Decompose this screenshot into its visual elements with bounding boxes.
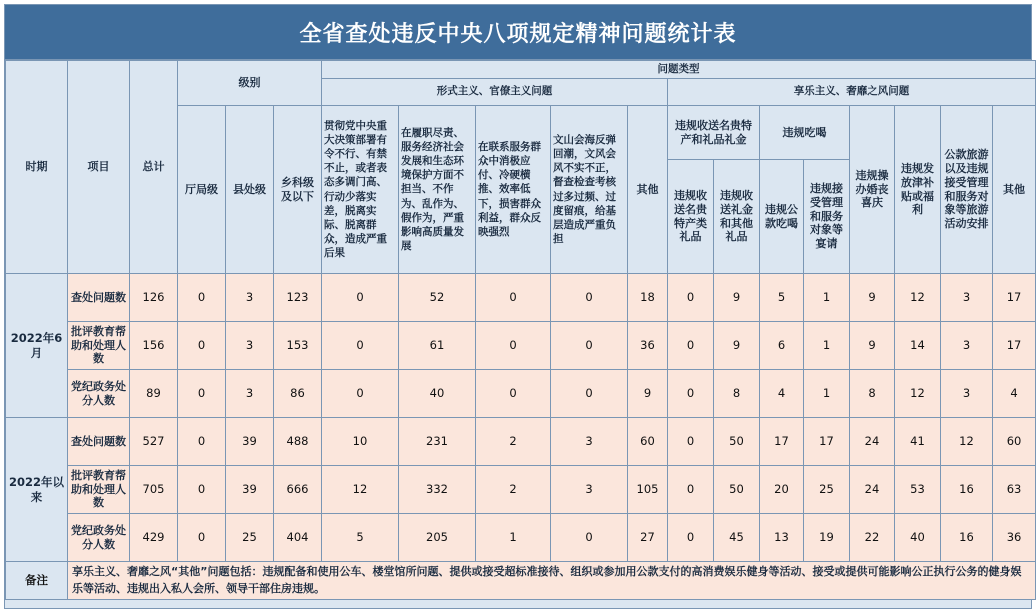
cell: 17: [993, 322, 1036, 370]
header-eat-public: 违规公款吃喝: [760, 160, 804, 274]
row-label: 批评教育帮助和处理人数: [68, 322, 130, 370]
cell: 0: [178, 274, 226, 322]
cell: 12: [941, 418, 993, 466]
cell: 1: [804, 370, 850, 418]
header-subsidy: 违规发放津补贴或福利: [895, 106, 941, 274]
note-text: 享乐主义、奢靡之风“其他”问题包括：违规配备和使用公车、楼堂馆所问题、提供或接受超标准接待、组织或参加用公款支付的高消费娱乐健身等活动、接受或提供可能影响公正执行公务的健身娱乐等活动、违规出入私人会所、领导干部住房违规。: [68, 562, 1036, 600]
cell: 86: [274, 370, 322, 418]
cell: 205: [399, 514, 476, 562]
cell: 52: [399, 274, 476, 322]
header-travel: 公款旅游以及违规接受管理和服务对象等旅游活动安排: [941, 106, 993, 274]
cell: 24: [850, 466, 895, 514]
note-row: [6, 562, 1036, 600]
header-formalism-other: 其他: [628, 106, 668, 274]
header-formalism: 形式主义、官僚主义问题: [322, 79, 668, 106]
row-label: 批评教育帮助和处理人数: [68, 466, 130, 514]
cell: 3: [551, 466, 628, 514]
header-formalism-1: 贯彻党中央重大决策部署有令不行、有禁不止，或者表态多调门高、行动少落实差，脱离实际、脱离群众，造成严重后果: [322, 106, 399, 274]
table-row: [6, 322, 1036, 370]
cell: 5: [760, 274, 804, 322]
cell: 0: [178, 466, 226, 514]
cell: 0: [551, 514, 628, 562]
header-wedding: 违规操办婚丧喜庆: [850, 106, 895, 274]
cell: 40: [895, 514, 941, 562]
period-label: 2022年以来: [6, 418, 68, 562]
header-item: 项目: [68, 61, 130, 274]
cell: 13: [760, 514, 804, 562]
cell: 60: [628, 418, 668, 466]
table-row: [6, 418, 1036, 466]
cell: 3: [226, 322, 274, 370]
cell: 153: [274, 322, 322, 370]
cell: 705: [130, 466, 178, 514]
cell: 105: [628, 466, 668, 514]
cell: 9: [714, 322, 760, 370]
cell: 2: [476, 466, 551, 514]
cell: 5: [322, 514, 399, 562]
cell: 0: [178, 418, 226, 466]
header-level-ting: 厅局级: [178, 106, 226, 274]
cell: 429: [130, 514, 178, 562]
cell: 8: [714, 370, 760, 418]
cell: 9: [628, 370, 668, 418]
cell: 89: [130, 370, 178, 418]
cell: 4: [760, 370, 804, 418]
cell: 12: [322, 466, 399, 514]
cell: 2: [476, 418, 551, 466]
cell: 0: [476, 370, 551, 418]
header-eat-banquet: 违规接受管理和服务对象等宴请: [804, 160, 850, 274]
header-formalism-4: 文山会海反弹回潮，文风会风不实不正，督查检查考核过多过频、过度留痕，给基层造成严重负担: [551, 106, 628, 274]
cell: 0: [476, 322, 551, 370]
row-label: 查处问题数: [68, 274, 130, 322]
header-formalism-2: 在履职尽责、服务经济社会发展和生态环境保护方面不担当、不作为、乱作为、假作为，严重影响高质量发展: [399, 106, 476, 274]
cell: 36: [993, 514, 1036, 562]
header-level-xiang: 乡科级及以下: [274, 106, 322, 274]
row-label: 党纪政务处分人数: [68, 514, 130, 562]
cell: 156: [130, 322, 178, 370]
cell: 9: [714, 274, 760, 322]
table-row: [6, 514, 1036, 562]
cell: 40: [399, 370, 476, 418]
header-hedonism-other: 其他: [993, 106, 1036, 274]
cell: 0: [178, 322, 226, 370]
header-gift-cash: 违规收送礼金和其他礼品: [714, 160, 760, 274]
header-eat-group: 违规吃喝: [760, 106, 850, 160]
cell: 63: [993, 466, 1036, 514]
header-level-xian: 县处级: [226, 106, 274, 274]
header-gift-specialty: 违规收送名贵特产类礼品: [668, 160, 714, 274]
cell: 16: [941, 514, 993, 562]
cell: 17: [760, 418, 804, 466]
cell: 20: [760, 466, 804, 514]
cell: 50: [714, 418, 760, 466]
cell: 3: [941, 370, 993, 418]
table-row: [6, 274, 1036, 322]
stats-table: [5, 60, 1036, 600]
header-formalism-3: 在联系服务群众中消极应付、冷硬横推、效率低下，损害群众利益，群众反映强烈: [476, 106, 551, 274]
cell: 0: [668, 322, 714, 370]
cell: 4: [993, 370, 1036, 418]
header-total: 总计: [130, 61, 178, 274]
cell: 61: [399, 322, 476, 370]
cell: 45: [714, 514, 760, 562]
cell: 488: [274, 418, 322, 466]
cell: 39: [226, 466, 274, 514]
cell: 19: [804, 514, 850, 562]
table-row: [6, 370, 1036, 418]
cell: 9: [850, 322, 895, 370]
cell: 3: [551, 418, 628, 466]
cell: 39: [226, 418, 274, 466]
cell: 0: [551, 274, 628, 322]
cell: 27: [628, 514, 668, 562]
cell: 9: [850, 274, 895, 322]
table-title: 全省查处违反中央八项规定精神问题统计表: [5, 5, 1031, 60]
cell: 0: [322, 274, 399, 322]
cell: 1: [476, 514, 551, 562]
cell: 25: [226, 514, 274, 562]
cell: 12: [895, 370, 941, 418]
cell: 0: [476, 274, 551, 322]
cell: 18: [628, 274, 668, 322]
cell: 126: [130, 274, 178, 322]
header-hedonism: 享乐主义、奢靡之风问题: [668, 79, 1036, 106]
cell: 3: [226, 370, 274, 418]
cell: 0: [668, 514, 714, 562]
cell: 14: [895, 322, 941, 370]
note-label: 备注: [6, 562, 68, 600]
header-gift-group: 违规收送名贵特产和礼品礼金: [668, 106, 760, 160]
table-row: [6, 466, 1036, 514]
row-label: 查处问题数: [68, 418, 130, 466]
cell: 527: [130, 418, 178, 466]
cell: 666: [274, 466, 322, 514]
cell: 60: [993, 418, 1036, 466]
cell: 332: [399, 466, 476, 514]
cell: 12: [895, 274, 941, 322]
cell: 8: [850, 370, 895, 418]
cell: 53: [895, 466, 941, 514]
cell: 24: [850, 418, 895, 466]
header-problem-type: 问题类型: [322, 61, 1036, 79]
cell: 1: [804, 274, 850, 322]
cell: 25: [804, 466, 850, 514]
period-label: 2022年6月: [6, 274, 68, 418]
cell: 231: [399, 418, 476, 466]
cell: 0: [668, 274, 714, 322]
cell: 0: [178, 514, 226, 562]
stats-table-frame: [4, 4, 1032, 609]
cell: 3: [941, 274, 993, 322]
cell: 41: [895, 418, 941, 466]
cell: 17: [993, 274, 1036, 322]
cell: 0: [551, 322, 628, 370]
cell: 3: [941, 322, 993, 370]
cell: 0: [322, 370, 399, 418]
header-level: 级别: [178, 61, 322, 106]
cell: 123: [274, 274, 322, 322]
cell: 0: [551, 370, 628, 418]
cell: 3: [226, 274, 274, 322]
cell: 10: [322, 418, 399, 466]
cell: 50: [714, 466, 760, 514]
cell: 0: [668, 370, 714, 418]
cell: 0: [178, 370, 226, 418]
cell: 36: [628, 322, 668, 370]
cell: 0: [668, 418, 714, 466]
cell: 0: [322, 322, 399, 370]
row-label: 党纪政务处分人数: [68, 370, 130, 418]
cell: 16: [941, 466, 993, 514]
cell: 1: [804, 322, 850, 370]
header-period: 时期: [6, 61, 68, 274]
cell: 0: [668, 466, 714, 514]
cell: 22: [850, 514, 895, 562]
cell: 17: [804, 418, 850, 466]
cell: 404: [274, 514, 322, 562]
cell: 6: [760, 322, 804, 370]
